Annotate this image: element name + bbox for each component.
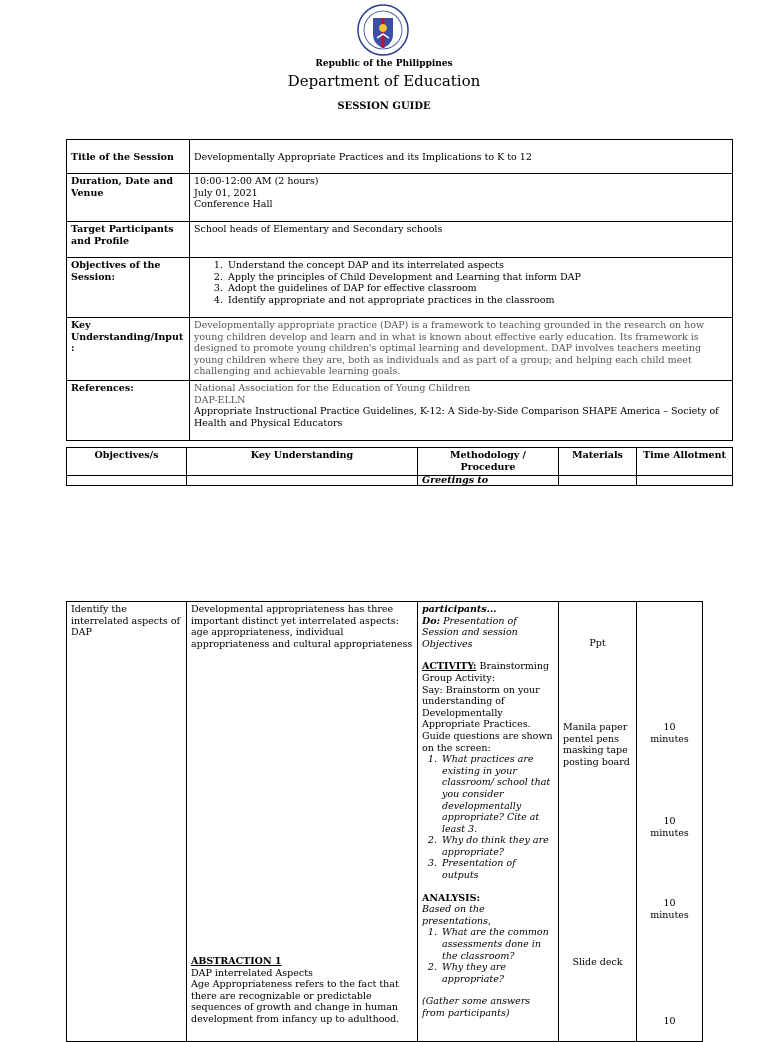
col-header-objectives: Objectives/s (67, 448, 187, 476)
col-header-methodology: Methodology / Procedure (418, 448, 559, 476)
material-masking: masking tape (563, 745, 628, 757)
list-item: 2. Why they are appropriate? (440, 962, 554, 985)
list-item: 2. Apply the principles of Child Development and Learning that inform DAP (226, 272, 728, 284)
title-value: Developmentally Appropriate Practices and its Implications to K to 12 (190, 140, 733, 174)
key-cell-text: Developmental appropriateness has three important distinct yet interrelated aspects: age appropriateness, individual appropriateness and cultural appropriateness (191, 604, 413, 650)
document-title: SESSION GUIDE (337, 101, 431, 112)
material-slide: Slide deck (572, 957, 623, 968)
title-label: Title of the Session (67, 140, 190, 174)
guide-text: Guide questions are shown on the screen: (422, 730, 553, 754)
session-info-table (66, 139, 733, 441)
time-value: 10 minutes (650, 722, 689, 745)
material-ppt: Ppt (589, 638, 606, 649)
table-row (67, 222, 733, 258)
objectives-label: Objectives of the Session: (67, 258, 190, 318)
activity-label: ACTIVITY: (422, 661, 477, 673)
col-header-key: Key Understanding (187, 448, 418, 476)
list-item: 1. Understand the concept DAP and its interrelated aspects (226, 260, 728, 272)
table-row (67, 318, 733, 381)
key-label: Key Understanding/Input : (67, 318, 190, 381)
table-row (67, 258, 733, 318)
list-item: 3. Adopt the guidelines of DAP for effective classroom (226, 283, 728, 295)
materials-cell (559, 602, 637, 1042)
references-value (190, 380, 733, 440)
objectives-value (190, 258, 733, 318)
key-value: Developmentally appropriate practice (DAP) is a framework to teaching grounded in the research on how young children develop and learn and in what is known about effective early education. Its framework is designed to promote young children's optimal learning and development. DAP involves teachers meeting young children where they are, both as individuals and as part of a group; and helping each child meet challenging and achievable learning goals. (190, 318, 733, 381)
table-row (67, 476, 733, 486)
table-row (67, 174, 733, 222)
time-value: 10 minutes (650, 898, 689, 921)
reference-item: DAP-ELLN (194, 394, 246, 406)
list-item: 1. What practices are existing in your classroom/ school that you consider developmentally appropriate? Cite at least 3. (440, 754, 554, 835)
material-posting: posting board (563, 756, 630, 768)
department-title: Department of Education (287, 72, 481, 90)
participants-text: participants... (422, 604, 497, 615)
participants-value: School heads of Elementary and Secondary schools (190, 222, 733, 258)
time-cell (637, 602, 703, 1042)
do-label: Do: (422, 615, 441, 627)
reference-item: Appropriate Instructional Practice Guidelines, K-12: A Side-by-Side Comparison SHAPE America – Society of Health and Physical Educators (194, 406, 719, 429)
time-value: 10 (663, 1016, 676, 1027)
republic-text: Republic of the Philippines (315, 59, 453, 69)
col-header-materials: Materials (559, 448, 637, 476)
plan-table-header (66, 447, 733, 486)
duration-label: Duration, Date and Venue (67, 174, 190, 222)
do-text: Presentation of Session and session Objectives (422, 615, 518, 650)
duration-value (190, 174, 733, 222)
deped-seal-icon (357, 4, 409, 56)
material-manila: Manila paper (563, 722, 628, 733)
duration-date: July 01, 2021 (194, 187, 258, 199)
time-value: 10 minutes (650, 816, 689, 839)
analysis-text: Based on the presentations, (422, 904, 491, 927)
table-row (67, 140, 733, 174)
duration-time: 10:00-12:00 AM (2 hours) (194, 176, 319, 187)
table-row (67, 380, 733, 440)
key-cell (187, 602, 418, 1042)
references-label: References: (67, 380, 190, 440)
abstraction-title: ABSTRACTION 1 (191, 956, 282, 967)
list-item: 1. What are the common assessments done in the classroom? (440, 927, 554, 962)
analysis-label: ANALYSIS: (422, 892, 480, 904)
table-row (67, 602, 703, 1042)
list-item: 3. Presentation of outputs (440, 858, 554, 881)
objective-cell: Identify the interrelated aspects of DAP (67, 602, 187, 1042)
reference-item: National Association for the Education of Young Children (194, 382, 471, 394)
col-header-time: Time Allotment (637, 448, 733, 476)
abstraction-subtitle: DAP interrelated Aspects (191, 967, 313, 979)
greetings-text: Greetings to (418, 476, 559, 486)
gather-text: (Gather some answers from participants) (422, 996, 531, 1019)
list-item: 4. Identify appropriate and not appropriate practices in the classroom (226, 295, 728, 307)
abstraction-text: Age Appropriateness refers to the fact that there are recognizable or predictable sequences of growth and change in human development from infancy up to adulthood. (191, 979, 400, 1025)
list-item: 2. Why do think they are appropriate? (440, 835, 554, 858)
activity-text: Brainstorming Group Activity: (422, 661, 550, 684)
table-row (67, 448, 733, 476)
duration-venue: Conference Hall (194, 199, 273, 211)
material-pentel: pentel pens (563, 733, 620, 745)
plan-table-body (66, 601, 703, 1042)
methodology-cell (418, 602, 559, 1042)
participants-label: Target Participants and Profile (67, 222, 190, 258)
say-text: Say: Brainstorm on your understanding of Developmentally Appropriate Practices. (422, 684, 540, 731)
